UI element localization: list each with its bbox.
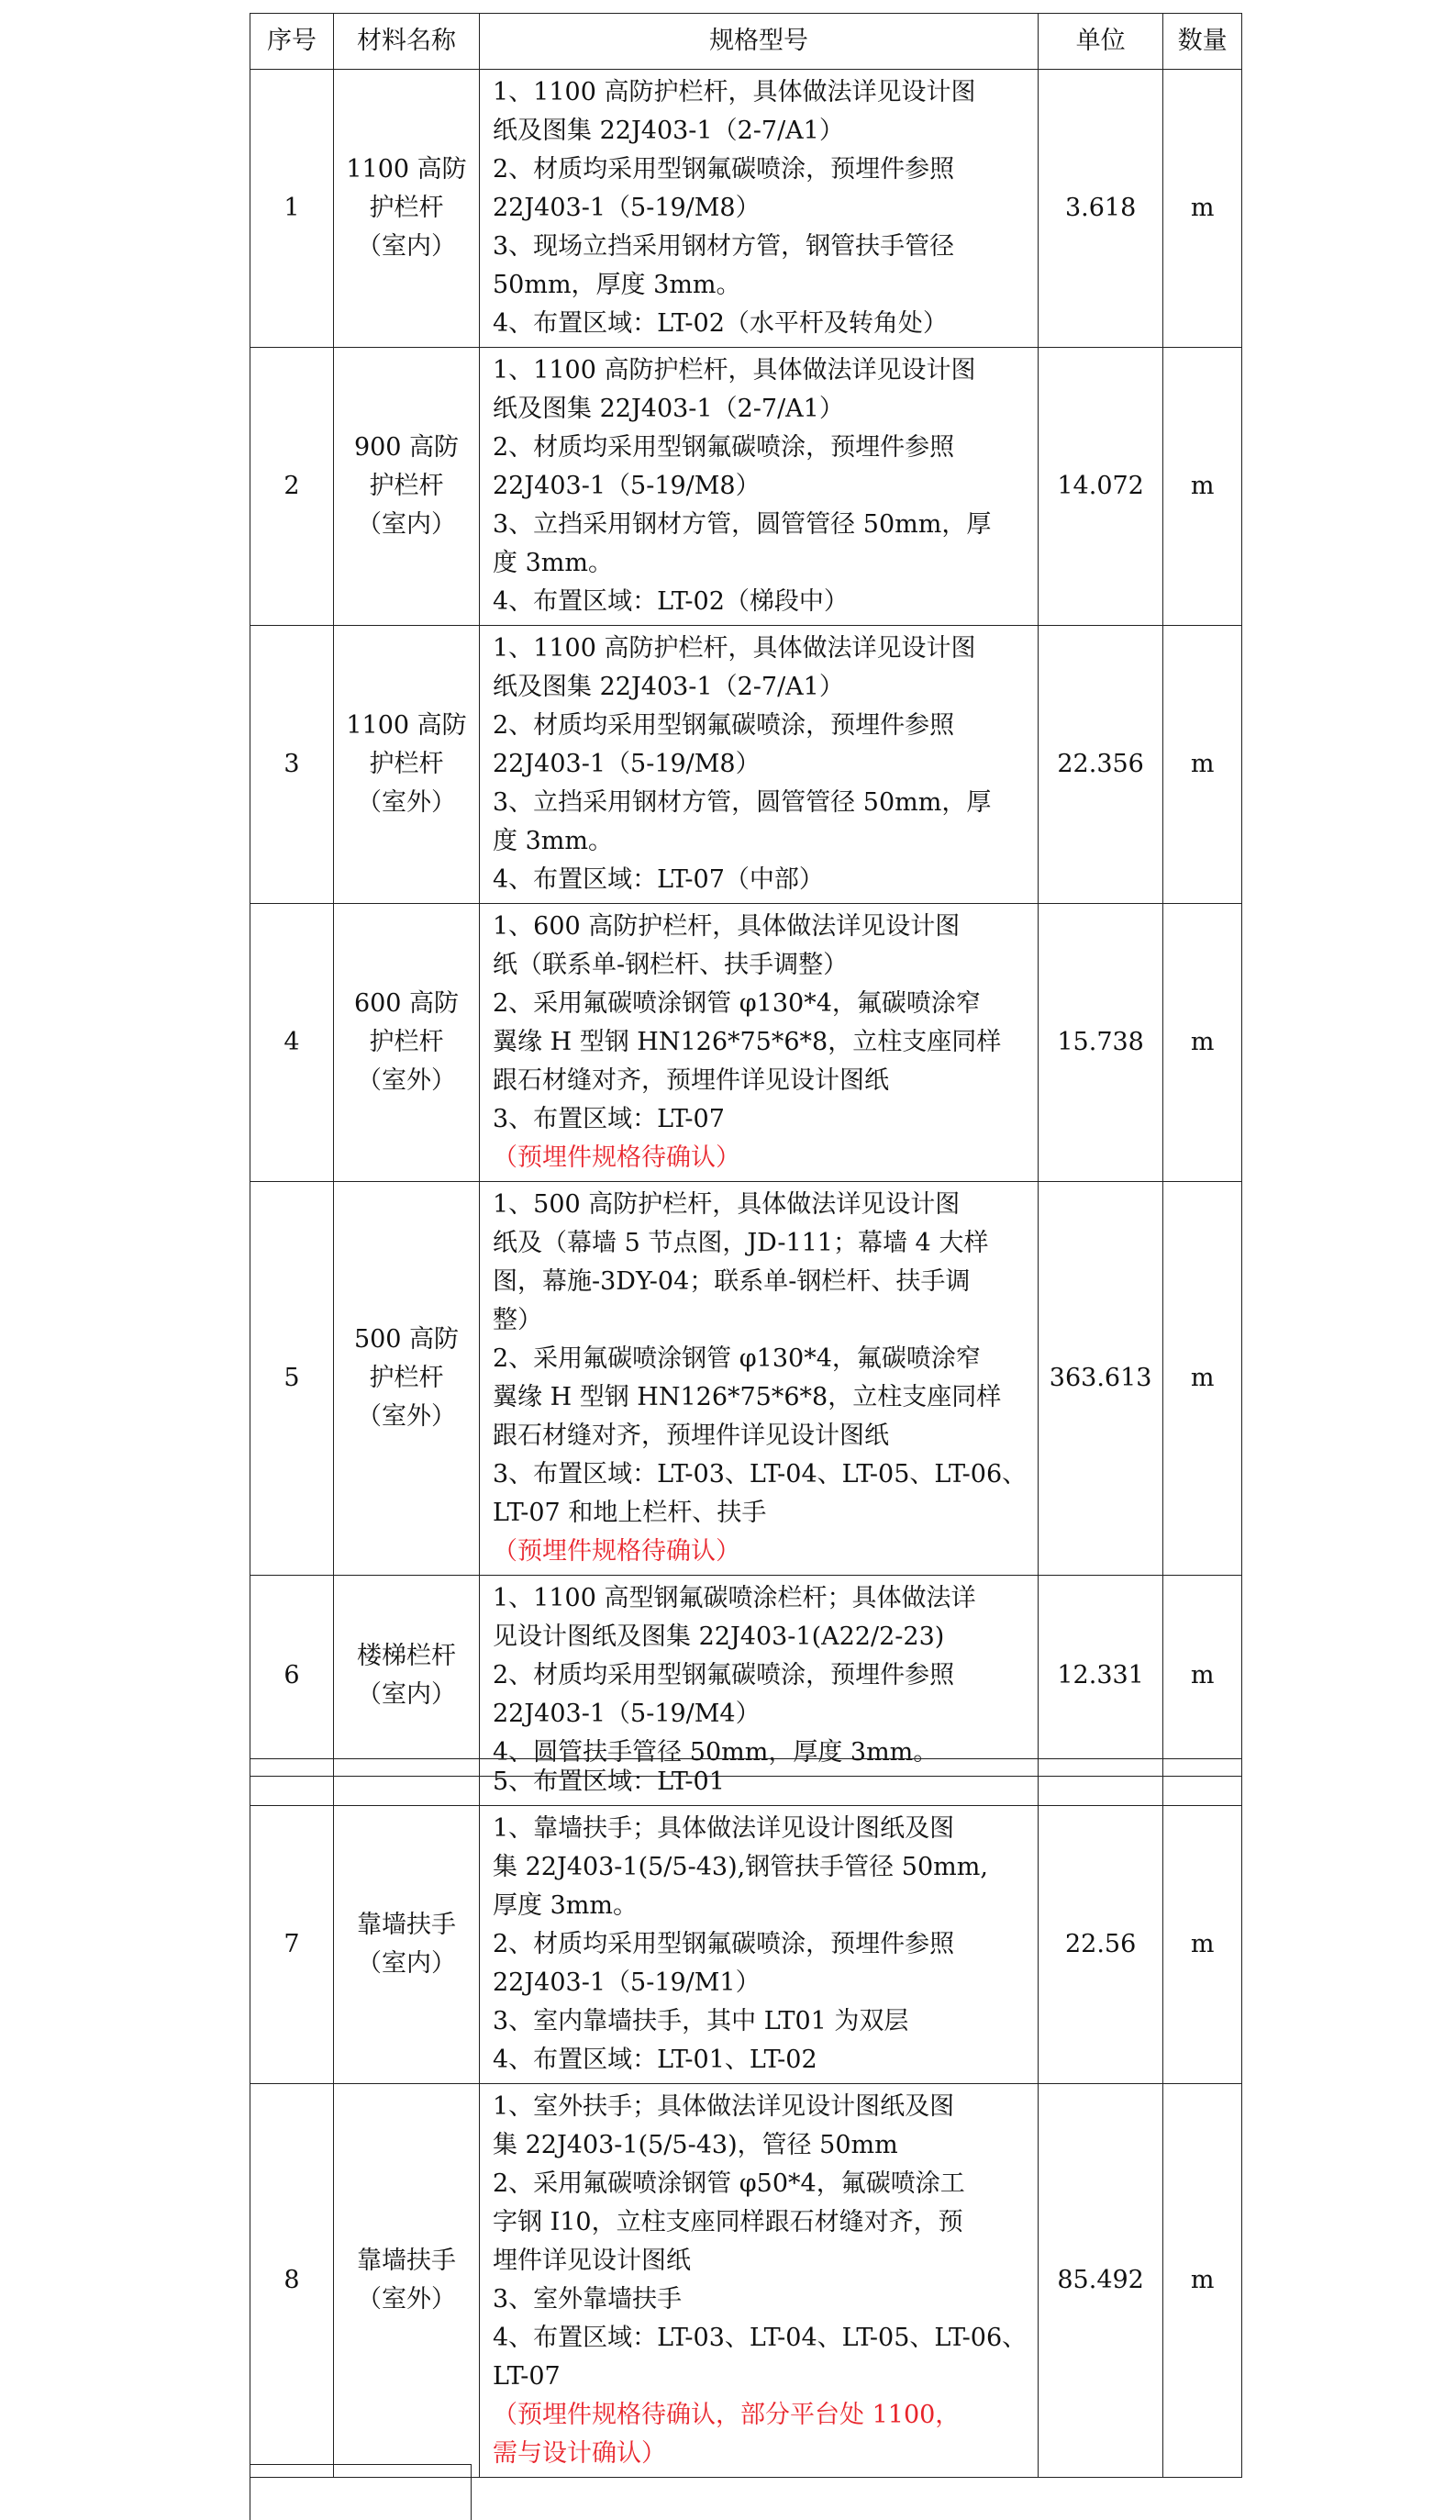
cell-name (334, 904, 480, 1182)
name-line: （室外） (357, 1066, 456, 1095)
name-line: 护栏杆 (369, 472, 444, 500)
spec-line: 3、室外靠墙扶手 (493, 2285, 683, 2314)
spec-line: 整） (493, 1306, 542, 1334)
spec-line: 跟石材缝对齐，预埋件详见设计图纸 (493, 1066, 889, 1095)
spec-line: 5、布置区域：LT-01 (493, 1767, 725, 1796)
cell-unit: m (1163, 626, 1242, 904)
cell-spec (480, 1759, 1039, 1806)
cell-unit: m (1163, 904, 1242, 1182)
name-line: 600 高防 (353, 989, 460, 1018)
spec-line: LT-07 (493, 2362, 561, 2391)
cell-no: 7 (250, 1806, 334, 2084)
cell-no: 1 (250, 70, 334, 348)
spec-line: 3、现场立挡采用钢材方管，钢管扶手管径 (493, 232, 955, 261)
spec-line: 2、材质均采用型钢氟碳喷涂，预埋件参照 (493, 1930, 955, 1958)
pending-note: （预埋件规格待确认，部分平台处 1100， (493, 2401, 961, 2429)
cell-name (334, 1806, 480, 2084)
cell-unit: m (1163, 348, 1242, 626)
spec-line: 翼缘 H 型钢 HN126*75*6*8，立柱支座同样 (493, 1383, 1002, 1411)
spec-line: 4、布置区域：LT-07（中部） (493, 865, 824, 894)
cell-qty: 3.618 (1039, 70, 1163, 348)
name-line: 楼梯栏杆 (357, 1642, 456, 1670)
cell-unit: m (1163, 1806, 1242, 2084)
cell-spec (480, 348, 1039, 626)
cell-spec (480, 1182, 1039, 1576)
cell-spec (480, 70, 1039, 348)
name-line: 1100 高防 (346, 155, 467, 184)
cell-qty (1039, 1759, 1163, 1806)
cell-unit: m (1163, 1576, 1242, 1777)
name-line: （室内） (357, 232, 456, 261)
spec-line: 翼缘 H 型钢 HN126*75*6*8，立柱支座同样 (493, 1028, 1002, 1056)
cell-qty: 14.072 (1039, 348, 1163, 626)
name-line: （室外） (357, 2285, 456, 2314)
cell-name (334, 1759, 480, 1806)
cell-unit: m (1163, 2084, 1242, 2478)
table-row (250, 904, 1242, 1182)
spec-line: 2、采用氟碳喷涂钢管 φ130*4，氟碳喷涂窄 (493, 1344, 981, 1373)
spec-line: 纸（联系单-钢栏杆、扶手调整） (493, 951, 849, 979)
cell-spec (480, 904, 1039, 1182)
cell-qty: 363.613 (1039, 1182, 1163, 1576)
spec-line: LT-07 和地上栏杆、扶手 (493, 1499, 767, 1527)
spec-line: 1、1100 高防护栏杆，具体做法详见设计图 (493, 356, 976, 385)
materials-table-page-2 (250, 1758, 1242, 2478)
spec-line: 埋件详见设计图纸 (493, 2247, 691, 2275)
cell-no: 4 (250, 904, 334, 1182)
table-row (250, 70, 1242, 348)
spec-line: 2、材质均采用型钢氟碳喷涂，预埋件参照 (493, 711, 955, 740)
spec-line: 度 3mm。 (493, 827, 613, 855)
spec-line: 纸及（幕墙 5 节点图，JD-111；幕墙 4 大样 (493, 1229, 989, 1257)
name-line: （室内） (357, 1680, 456, 1709)
spec-line: 厚度 3mm。 (493, 1891, 638, 1920)
spec-line: 4、布置区域：LT-03、LT-04、LT-05、LT-06、 (493, 2324, 1028, 2352)
spec-line: 3、布置区域：LT-07 (493, 1105, 725, 1133)
cell-spec (480, 626, 1039, 904)
name-line: （室外） (357, 788, 456, 817)
cell-no: 6 (250, 1576, 334, 1777)
spec-line: 22J403-1（5-19/M8） (493, 194, 761, 222)
cell-unit: m (1163, 70, 1242, 348)
cell-no: 8 (250, 2084, 334, 2478)
spec-line: 2、采用氟碳喷涂钢管 φ130*4，氟碳喷涂窄 (493, 989, 981, 1018)
spec-line: 4、布置区域：LT-01、LT-02 (493, 2046, 817, 2074)
table-row (250, 1182, 1242, 1576)
cell-name (334, 1182, 480, 1576)
pending-note: （预埋件规格待确认） (493, 1143, 740, 1172)
name-line: （室内） (357, 1949, 456, 1978)
header-qty: 数量 (1163, 14, 1242, 70)
table-row-continued (250, 1759, 1242, 1806)
spec-line: 度 3mm。 (493, 549, 613, 577)
spec-line: 22J403-1（5-19/M8） (493, 750, 761, 778)
cell-qty: 22.356 (1039, 626, 1163, 904)
name-line: 靠墙扶手 (357, 1911, 456, 1939)
materials-table-page-1 (250, 13, 1242, 1777)
name-line: 900 高防 (353, 433, 460, 462)
spec-line: 1、500 高防护栏杆，具体做法详见设计图 (493, 1190, 961, 1219)
table-row (250, 348, 1242, 626)
pending-note: （预埋件规格待确认） (493, 1537, 740, 1566)
spec-line: 集 22J403-1(5/5-43),钢管扶手管径 50mm, (493, 1853, 988, 1881)
cell-no: 2 (250, 348, 334, 626)
spec-line: 2、材质均采用型钢氟碳喷涂，预埋件参照 (493, 433, 955, 462)
spec-line: 字钢 I10，立柱支座同样跟石材缝对齐，预 (493, 2208, 963, 2236)
name-line: （室外） (357, 1402, 456, 1431)
header-unit: 单位 (1039, 14, 1163, 70)
spec-line: 1、1100 高防护栏杆，具体做法详见设计图 (493, 634, 976, 663)
spec-line: 跟石材缝对齐，预埋件详见设计图纸 (493, 1422, 889, 1450)
cell-qty: 22.56 (1039, 1806, 1163, 2084)
cell-name (334, 626, 480, 904)
cell-spec (480, 2084, 1039, 2478)
spec-line: 4、圆管扶手管径 50mm，厚度 3mm。 (493, 1738, 939, 1767)
spec-line: 集 22J403-1(5/5-43)，管径 50mm (493, 2131, 898, 2159)
spec-line: 纸及图集 22J403-1（2-7/A1） (493, 395, 844, 423)
name-line: 500 高防 (353, 1325, 460, 1354)
spec-line: 22J403-1（5-19/M4） (493, 1700, 761, 1728)
blank-cell-fragment (250, 2464, 472, 2520)
spec-line: 2、材质均采用型钢氟碳喷涂，预埋件参照 (493, 1661, 955, 1689)
table-row (250, 1806, 1242, 2084)
cell-qty: 85.492 (1039, 2084, 1163, 2478)
cell-qty: 15.738 (1039, 904, 1163, 1182)
spec-line: 2、采用氟碳喷涂钢管 φ50*4，氟碳喷涂工 (493, 2169, 965, 2198)
cell-name (334, 1576, 480, 1777)
name-line: 1100 高防 (346, 711, 467, 740)
table-row (250, 2084, 1242, 2478)
name-line: 护栏杆 (369, 1028, 444, 1056)
spec-line: 3、布置区域：LT-03、LT-04、LT-05、LT-06、 (493, 1460, 1028, 1489)
cell-unit (1163, 1759, 1242, 1806)
spec-line: 1、室外扶手；具体做法详见设计图纸及图 (493, 2092, 955, 2121)
cell-name (334, 70, 480, 348)
spec-line: 22J403-1（5-19/M1） (493, 1968, 761, 1997)
table-row (250, 626, 1242, 904)
header-spec: 规格型号 (480, 14, 1039, 70)
spec-line: 4、布置区域：LT-02（水平杆及转角处） (493, 309, 948, 338)
cell-qty: 12.331 (1039, 1576, 1163, 1777)
spec-line: 4、布置区域：LT-02（梯段中） (493, 587, 849, 616)
spec-line: 2、材质均采用型钢氟碳喷涂，预埋件参照 (493, 155, 955, 184)
cell-spec (480, 1576, 1039, 1777)
name-line: 护栏杆 (369, 194, 444, 222)
pending-note: 需与设计确认） (493, 2439, 666, 2468)
spec-line: 纸及图集 22J403-1（2-7/A1） (493, 673, 844, 701)
name-line: 护栏杆 (369, 1364, 444, 1392)
spec-line: 1、1100 高型钢氟碳喷涂栏杆；具体做法详 (493, 1584, 976, 1612)
spec-line: 50mm，厚度 3mm。 (493, 271, 741, 299)
cell-unit: m (1163, 1182, 1242, 1576)
table-row (250, 1576, 1242, 1777)
spec-line: 纸及图集 22J403-1（2-7/A1） (493, 117, 844, 145)
header-no: 序号 (250, 14, 334, 70)
spec-line: 1、600 高防护栏杆，具体做法详见设计图 (493, 912, 961, 941)
spec-line: 22J403-1（5-19/M8） (493, 472, 761, 500)
name-line: 靠墙扶手 (357, 2247, 456, 2275)
cell-no (250, 1759, 334, 1806)
cell-spec (480, 1806, 1039, 2084)
cell-no: 3 (250, 626, 334, 904)
header-row (250, 14, 1242, 70)
spec-line: 1、靠墙扶手；具体做法详见设计图纸及图 (493, 1814, 955, 1843)
spec-line: 3、立挡采用钢材方管，圆管管径 50mm，厚 (493, 510, 992, 539)
spec-line: 1、1100 高防护栏杆，具体做法详见设计图 (493, 78, 976, 106)
name-line: 护栏杆 (369, 750, 444, 778)
header-name: 材料名称 (334, 14, 480, 70)
name-line: （室内） (357, 510, 456, 539)
spec-line: 见设计图纸及图集 22J403-1(A22/2-23) (493, 1622, 945, 1651)
cell-no: 5 (250, 1182, 334, 1576)
cell-name (334, 2084, 480, 2478)
spec-line: 3、室内靠墙扶手，其中 LT01 为双层 (493, 2007, 909, 2035)
spec-line: 3、立挡采用钢材方管，圆管管径 50mm，厚 (493, 788, 992, 817)
cell-name (334, 348, 480, 626)
spec-line: 图，幕施-3DY-04；联系单-钢栏杆、扶手调 (493, 1267, 971, 1296)
